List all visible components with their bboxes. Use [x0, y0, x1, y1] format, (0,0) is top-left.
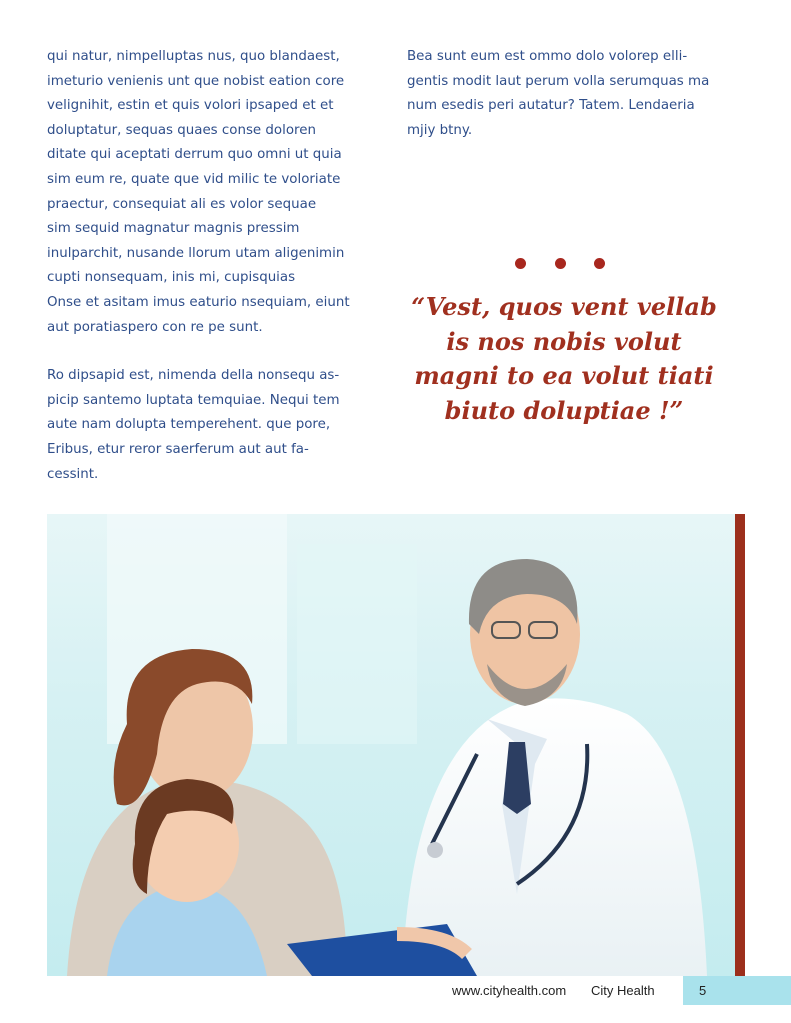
footer-url[interactable]: www.cityhealth.com [452, 983, 567, 998]
text-line: mjiy btny. [407, 122, 473, 138]
text-line: cupti nonsequam, inis mi, cupisquias [47, 270, 296, 286]
text-line: velignihit, estin et quis volori ipsaped et et [47, 98, 334, 114]
page-number: 5 [699, 983, 707, 998]
quote-line: “Vest, quos vent vellab [411, 292, 717, 321]
quote-line: is nos nobis volut [446, 326, 682, 356]
text-line: Bea sunt eum est ommo dolo volorep elli- [407, 49, 688, 64]
dot-ornament [555, 258, 566, 269]
left-text-column [47, 45, 354, 487]
text-line: Onse et asitam imus eaturio nsequiam, eiunt [47, 294, 350, 310]
text-line: sim sequid magnatur magnis pressim [47, 221, 300, 237]
quote-line: biuto doluptiae !” [444, 395, 684, 425]
left-paragraph-1 [47, 45, 354, 340]
accent-bar [735, 514, 745, 976]
right-paragraph [407, 45, 716, 143]
text-line: Eribus, etur reror saerferum aut aut fa- [47, 441, 309, 457]
text-line: ditate qui aceptati derrum quo omni ut quia [47, 147, 342, 163]
dot-ornament [515, 258, 526, 269]
text-line: num esedis peri autatur? Tatem. Lendaeria [407, 98, 695, 114]
page-number-box [683, 976, 791, 1005]
text-line: imeturio venienis unt que nobist eation core [47, 73, 345, 89]
right-text-column [407, 45, 716, 143]
decorative-dots [515, 258, 605, 270]
text-line: cessint. [47, 466, 99, 482]
text-line: gentis modit laut perum volla serumquas ma [407, 73, 710, 89]
text-line: picip santemo luptata temquiae. Nequi tem [47, 392, 340, 408]
doctor-patient-photo [47, 514, 735, 976]
quote-line: magni to ea volut tiati [414, 361, 714, 390]
text-line: inulparchit, nusande llorum utam aligenimin [47, 245, 345, 261]
text-line: qui natur, nimpelluptas nus, quo blandaest, [47, 49, 340, 64]
footer-brand: City Health [591, 983, 655, 998]
text-line: doluptatur, sequas quaes conse doloren [47, 122, 316, 138]
text-line: aute nam dolupta temperehent. que pore, [47, 417, 331, 433]
pull-quote [405, 290, 723, 428]
text-line: Ro dipsapid est, nimenda della nonsequ as- [47, 368, 340, 384]
left-paragraph-2 [47, 364, 354, 487]
text-line: sim eum re, quate que vid milic te voloriate [47, 171, 341, 187]
dot-ornament [594, 258, 605, 269]
photo-illustration [47, 514, 735, 976]
text-line: aut poratiaspero con re pe sunt. [47, 319, 263, 335]
text-line: praectur, consequiat ali es volor sequae [47, 196, 317, 212]
